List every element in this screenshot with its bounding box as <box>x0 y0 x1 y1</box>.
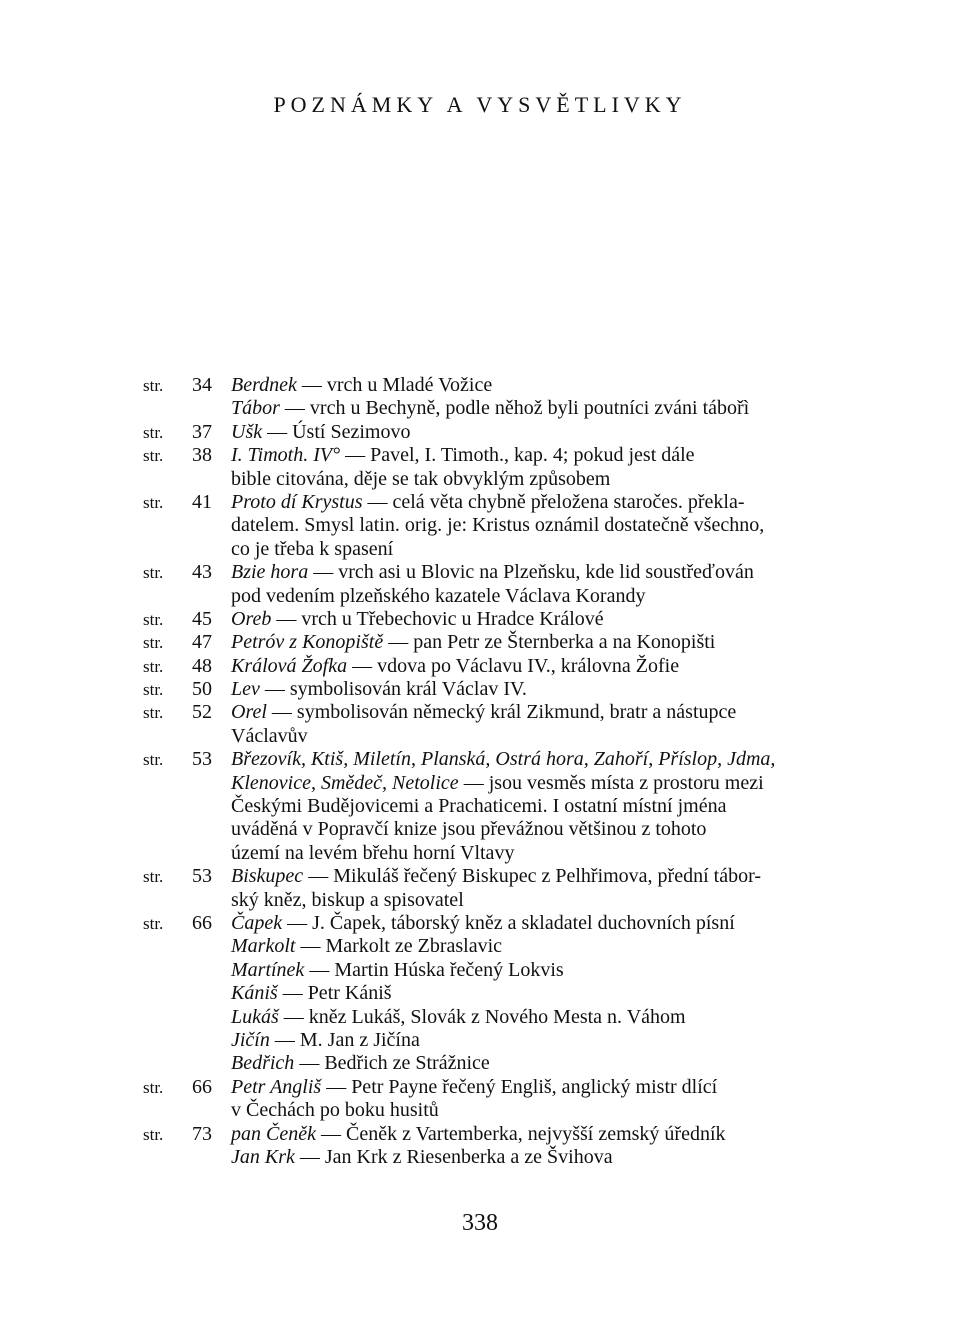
page-heading: POZNÁMKY A VYSVĚTLIVKY <box>273 92 687 117</box>
note-line <box>0 585 960 608</box>
page-ref-prefix: str. <box>143 913 164 933</box>
note-line <box>0 421 960 444</box>
page-ref-prefix: str. <box>143 633 164 653</box>
note-text <box>231 585 645 608</box>
note-entry <box>0 631 960 654</box>
note-text <box>231 748 775 771</box>
note-text <box>231 444 695 467</box>
note-explanation: — vrch u Bechyně, podle něhož byli poutníci zváni tábořì <box>279 397 750 420</box>
note-entry <box>0 1123 960 1170</box>
note-term: Petr Angliš <box>231 1075 322 1098</box>
note-entry <box>0 655 960 678</box>
note-text <box>231 982 392 1005</box>
page-ref-number: 73 <box>192 1122 212 1145</box>
note-explanation: Českými Budějovicemi a Prachaticemi. I ostatní místní jména <box>231 795 727 818</box>
note-line <box>0 1052 960 1075</box>
note-explanation: v Čechách po boku husitů <box>231 1099 439 1122</box>
page-ref-number: 50 <box>192 678 212 701</box>
page-ref-prefix: str. <box>143 563 164 583</box>
page-ref-prefix: str. <box>143 867 164 887</box>
note-text <box>231 631 715 654</box>
page-ref-prefix: str. <box>143 703 164 723</box>
note-text <box>231 818 706 841</box>
note-explanation: — Petr Payne řečený Engliš, anglický mistr dlící <box>321 1075 718 1098</box>
note-line <box>0 1146 960 1169</box>
note-term: Lukáš <box>231 1005 279 1028</box>
note-text <box>231 912 735 935</box>
note-line <box>0 631 960 654</box>
note-term: Bedřich <box>231 1052 295 1075</box>
note-term: Jan Krk <box>231 1145 295 1168</box>
note-explanation: — Bedřich ze Strážnice <box>294 1052 490 1075</box>
note-entry <box>0 421 960 444</box>
note-text <box>231 468 610 491</box>
note-explanation: bible citována, děje se tak obvyklým způsobem <box>231 467 611 490</box>
note-explanation: — J. Čapek, táborský kněz a skladatel duchovních písní <box>282 911 735 934</box>
note-term: Proto dí Krystus <box>231 490 363 513</box>
note-explanation: co je třeba k spasení <box>231 537 394 560</box>
page-ref-prefix: str. <box>143 376 164 395</box>
note-entry <box>0 444 960 491</box>
page-ref-prefix: str. <box>143 1124 164 1144</box>
note-line <box>0 935 960 958</box>
note-term: Lev <box>231 678 260 701</box>
page-ref-number: 38 <box>192 444 212 467</box>
note-explanation: — vrch u Třebechovic u Hradce Králové <box>271 607 604 630</box>
note-explanation: — celá věta chybně přeložena staročes. překla- <box>362 490 745 513</box>
note-line <box>0 397 960 420</box>
note-text <box>231 538 393 561</box>
note-line <box>0 374 960 397</box>
note-line <box>0 1029 960 1052</box>
note-entry <box>0 374 960 421</box>
note-explanation: — Čeněk z Vartemberka, nejvyšší zemský úředník <box>315 1122 726 1145</box>
note-term: Bzie hora <box>231 561 309 584</box>
note-explanation: — Markolt ze Zbraslavic <box>295 935 503 958</box>
note-entry <box>0 1076 960 1123</box>
page-ref-number: 45 <box>192 607 212 630</box>
page-ref-number: 37 <box>192 420 212 443</box>
note-term: Tábor <box>231 397 280 420</box>
note-entry <box>0 701 960 748</box>
note-line <box>0 561 960 584</box>
page-ref-number: 48 <box>192 654 212 677</box>
note-text <box>231 397 749 420</box>
note-line <box>0 818 960 841</box>
note-explanation: — pan Petr ze Šternberka a na Konopišti <box>383 631 716 654</box>
note-line <box>0 725 960 748</box>
note-explanation: — vrch u Mladé Vožice <box>296 374 493 396</box>
note-term: Březovík, Ktiš, Miletín, Planská, Ostrá hora, Zahoří, Příslop, Jdma, <box>231 748 776 771</box>
note-explanation: — Pavel, I. Timoth., kap. 4; pokud jest dále <box>340 444 695 467</box>
note-text <box>231 1006 686 1029</box>
page-number: 338 <box>462 1210 498 1236</box>
note-line <box>0 842 960 865</box>
note-term: Klenovice, Smědeč, Netolice <box>231 771 459 794</box>
note-line <box>0 865 960 888</box>
note-line <box>0 1006 960 1029</box>
note-line <box>0 608 960 631</box>
note-entry <box>0 912 960 1076</box>
note-text <box>231 655 679 678</box>
note-term: Berdnek <box>231 374 297 396</box>
note-term: Biskupec <box>231 865 304 888</box>
note-term: pan Čeněk <box>231 1122 316 1145</box>
note-term: Orel <box>231 701 267 724</box>
note-explanation: pod vedením plzeňského kazatele Václava Korandy <box>231 584 646 607</box>
note-explanation: — vrch asi u Blovic na Plzeňsku, kde lid soustřeďován <box>308 561 754 584</box>
note-line <box>0 678 960 701</box>
note-text <box>231 421 410 444</box>
note-explanation: — Martin Húska řečený Lokvis <box>304 958 564 981</box>
page-ref-prefix: str. <box>143 750 164 770</box>
note-line <box>0 1099 960 1122</box>
note-line <box>0 1076 960 1099</box>
note-text <box>231 701 736 724</box>
note-term: Jičín <box>231 1028 270 1051</box>
note-line <box>0 444 960 467</box>
note-explanation: — kněz Lukáš, Slovák z Nového Mesta n. Váhom <box>278 1005 686 1028</box>
note-entry <box>0 608 960 631</box>
note-explanation: — Mikuláš řečený Biskupec z Pelhřimova, přední tábor- <box>303 865 761 888</box>
note-text <box>231 1029 420 1052</box>
note-explanation: Václavův <box>231 724 308 747</box>
note-explanation: — symbolisován německý král Zikmund, bratr a nástupce <box>266 701 737 724</box>
page-ref-prefix: str. <box>143 680 164 700</box>
note-line <box>0 514 960 537</box>
note-text <box>231 842 514 865</box>
note-explanation: — symbolisován král Václav IV. <box>259 678 527 701</box>
note-explanation: — jsou vesměs místa z prostoru mezi <box>458 771 764 794</box>
note-line <box>0 748 960 771</box>
note-explanation: ský kněz, biskup a spisovatel <box>231 888 464 911</box>
note-explanation: území na levém břehu horní Vltavy <box>231 841 515 864</box>
note-line <box>0 795 960 818</box>
note-term: Oreb <box>231 607 272 630</box>
note-explanation: — Petr Kániš <box>277 982 392 1005</box>
page-ref-number: 66 <box>192 1075 212 1098</box>
note-term: Ušk <box>231 420 263 443</box>
note-term: Kániš <box>231 982 278 1005</box>
note-text <box>231 935 502 958</box>
page-ref-prefix: str. <box>143 656 164 676</box>
note-entry <box>0 865 960 912</box>
note-line <box>0 701 960 724</box>
note-term: Petróv z Konopiště <box>231 631 384 654</box>
note-text <box>231 1123 726 1146</box>
note-text <box>231 561 754 584</box>
page-ref-number: 47 <box>192 631 212 654</box>
page-ref-number: 66 <box>192 911 212 934</box>
note-text <box>231 1052 490 1075</box>
page-ref-prefix: str. <box>143 609 164 629</box>
page-ref-prefix: str. <box>143 1077 164 1097</box>
note-text <box>231 889 464 912</box>
note-line <box>0 491 960 514</box>
note-text <box>231 514 764 537</box>
note-term: Markolt <box>231 935 296 958</box>
note-explanation: datelem. Smysl latin. orig. je: Kristus oznámil dostatečně všechno, <box>231 514 765 537</box>
page-ref-number: 53 <box>192 748 212 771</box>
note-text <box>231 772 764 795</box>
note-line <box>0 772 960 795</box>
note-explanation: — vdova po Václavu IV., královna Žofie <box>347 654 680 677</box>
note-text <box>231 959 564 982</box>
page-ref-number: 34 <box>192 374 212 396</box>
note-term: Králová Žofka <box>231 654 348 677</box>
note-term: I. Timoth. IV° <box>231 444 341 467</box>
page-ref-number: 53 <box>192 865 212 888</box>
note-line <box>0 889 960 912</box>
note-explanation: — Ústí Sezimovo <box>262 420 411 443</box>
page-ref-prefix: str. <box>143 422 164 442</box>
note-entry <box>0 491 960 561</box>
page-ref-number: 41 <box>192 490 212 513</box>
note-explanation: uváděná v Popravčí knize jsou převážnou většinou z tohoto <box>231 818 707 841</box>
note-line <box>0 959 960 982</box>
note-line <box>0 468 960 491</box>
note-text <box>231 725 308 748</box>
note-text <box>231 795 726 818</box>
note-text <box>231 608 604 631</box>
note-text <box>231 1076 717 1099</box>
note-explanation: — Jan Krk z Riesenberka a ze Švihova <box>294 1145 613 1168</box>
note-text <box>231 678 527 701</box>
notes-list <box>0 374 960 1169</box>
page-ref-number: 52 <box>192 701 212 724</box>
page-ref-number: 43 <box>192 561 212 584</box>
note-line <box>0 912 960 935</box>
note-entry <box>0 561 960 608</box>
note-term: Čapek <box>231 911 283 934</box>
note-line <box>0 1123 960 1146</box>
page-ref-prefix: str. <box>143 446 164 466</box>
note-text <box>231 1146 613 1169</box>
note-line <box>0 982 960 1005</box>
note-entry <box>0 748 960 865</box>
note-text <box>231 374 492 397</box>
note-explanation: — M. Jan z Jičína <box>269 1028 420 1051</box>
note-entry <box>0 678 960 701</box>
note-term: Martínek <box>231 958 305 981</box>
note-text <box>231 1099 439 1122</box>
note-line <box>0 655 960 678</box>
note-line <box>0 538 960 561</box>
note-text <box>231 865 761 888</box>
page-ref-prefix: str. <box>143 492 164 512</box>
note-text <box>231 491 745 514</box>
